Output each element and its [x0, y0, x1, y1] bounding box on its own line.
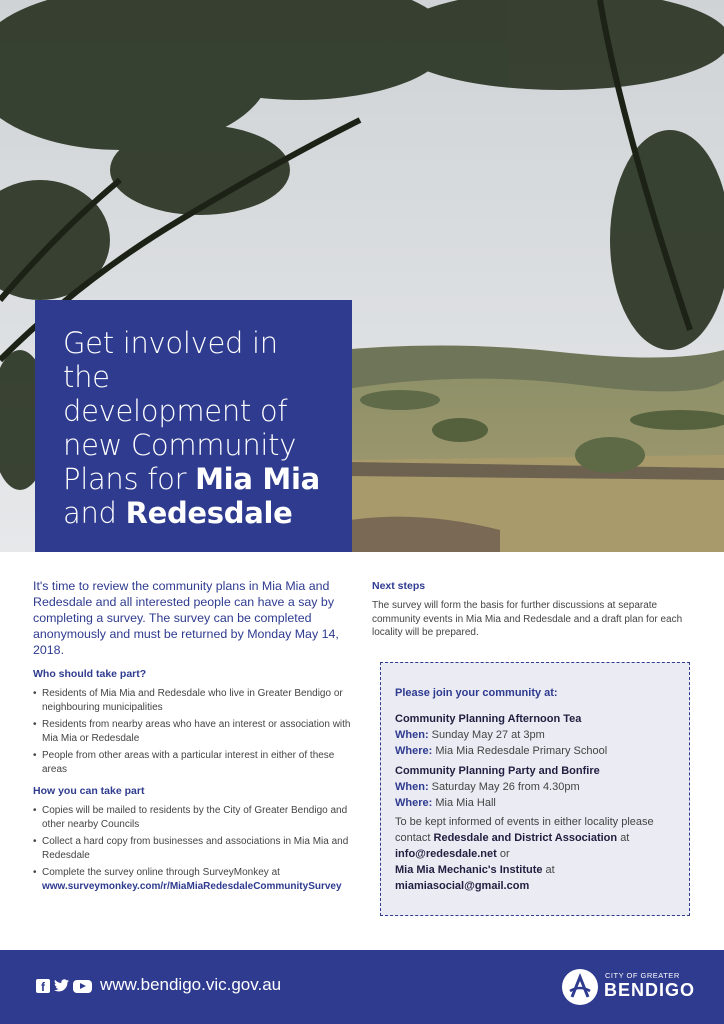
contact-text: To be kept informed of events in either locality please contact Redesdale and District Association at info@redesdale.net or Mia Mia Mechanic's Institute at miamiasocial@gmail.com — [395, 816, 654, 892]
email-redesdale[interactable]: info@redesdale.net — [395, 848, 497, 860]
who-list — [33, 687, 353, 776]
next-text: The survey will form the basis for further discussions at separate community events in Mia Mia and Redesdale and a draft plan for each locality will be prepared. — [372, 600, 683, 638]
event-bonfire: Community Planning Party and Bonfire When: Saturday May 26 from 4.30pm Where: Mia Mia Hall — [395, 763, 675, 811]
list-item: • Collect a hard copy from businesses and associations in Mia Mia and Redesdale — [33, 835, 353, 862]
how-heading: How you can take part — [33, 785, 145, 797]
footer — [0, 950, 724, 1024]
intro-text: It's time to review the community plans in Mia Mia and Redesdale and all interested people can have a say by completing a survey. The survey can be completed anonymously and must be returned by Monday May 14, 2018. — [33, 579, 339, 657]
event-afternoon-tea: Community Planning Afternoon Tea When: Sunday May 27 at 3pm Where: Mia Mia Redesdale Primary School — [395, 711, 675, 759]
event-title: Community Planning Party and Bonfire — [395, 765, 600, 777]
event-where: Mia Mia Hall — [435, 797, 496, 809]
twitter-icon[interactable] — [54, 979, 69, 993]
social-links — [36, 979, 92, 993]
bendigo-logo-mark-icon — [562, 969, 598, 1005]
event-when: Sunday May 27 at 3pm — [431, 729, 545, 741]
survey-link[interactable]: www.surveymonkey.com/r/MiaMiaRedesdaleCommunitySurvey — [42, 880, 342, 892]
event-where: Mia Mia Redesdale Primary School — [435, 745, 608, 757]
list-item: • People from other areas with a particular interest in either of these areas — [33, 749, 353, 776]
org-mia-mia: Mia Mia Mechanic's Institute — [395, 864, 543, 876]
who-heading: Who should take part? — [33, 668, 147, 680]
right-column — [372, 580, 692, 640]
org-redesdale: Redesdale and District Association — [433, 832, 618, 844]
headline: Get involved in the development of new Community Plans for Mia Mia and Redesdale — [63, 326, 320, 530]
join-heading: Please join your community at: — [395, 687, 558, 699]
list-item: • Residents from nearby areas who have an interest or association with Mia Mia or Redesdale — [33, 718, 353, 745]
next-heading: Next steps — [372, 580, 426, 592]
join-panel — [380, 662, 690, 916]
website-link[interactable]: www.bendigo.vic.gov.au — [100, 975, 282, 994]
list-item: • Residents of Mia Mia and Redesdale who live in Greater Bendigo or neighbouring municipalities — [33, 687, 353, 714]
facebook-icon[interactable]: f — [36, 979, 50, 993]
headline-box — [35, 300, 352, 552]
bendigo-logo: CITY OF GREATER BENDIGO — [562, 967, 702, 1007]
email-mia-mia[interactable]: miamiasocial@gmail.com — [395, 880, 530, 892]
event-when: Saturday May 26 from 4.30pm — [431, 781, 580, 793]
list-item: • Complete the survey online through SurveyMonkey at www.surveymonkey.com/r/MiaMiaRedesdaleCommunitySurvey — [33, 866, 353, 893]
how-list — [33, 804, 353, 893]
youtube-icon[interactable] — [73, 980, 92, 993]
event-title: Community Planning Afternoon Tea — [395, 713, 582, 725]
list-item: • Copies will be mailed to residents by the City of Greater Bendigo and other nearby Councils — [33, 804, 353, 831]
left-column — [33, 578, 353, 902]
